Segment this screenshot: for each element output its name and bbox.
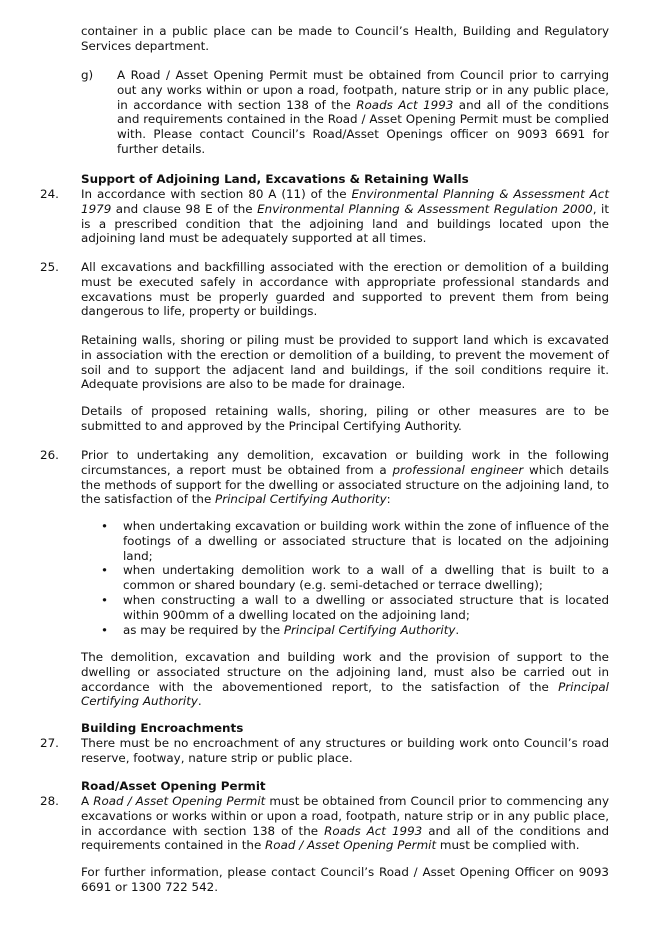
condition-26-closing: The demolition, excavation and building work and the provision of support to the dwelling or associated structure on the adjoining land, must also be carried out in accordance with the abovementioned report, to the satisfaction of the Principal Certifying Authority.	[81, 650, 609, 709]
condition-25-paragraph-2: Retaining walls, shoring or piling must be provided to support land which is excavated in association with the erection or demolition of a building, to prevent the movement of soil and to support the adjacent land and buildings, if the soil conditions require it. Adequate provisions are also to be made for drainage.	[81, 333, 609, 392]
list-item: • when undertaking excavation or building work within the zone of influence of the footings of a dwelling or associated structure that is located on the adjoining land;	[81, 519, 609, 563]
continuation-paragraph: container in a public place can be made to Council’s Health, Building and Regulatory Services department.	[81, 24, 609, 53]
condition-number-25: 25.	[40, 260, 59, 274]
condition-27-text: There must be no encroachment of any structures or building work onto Council’s road reserve, footway, nature strip or public place.	[81, 736, 609, 765]
section-heading-building-encroachments: Building Encroachments	[81, 721, 244, 735]
section-heading-road-asset-opening-permit: Road/Asset Opening Permit	[81, 779, 266, 793]
condition-28-further-information: For further information, please contact Council’s Road / Asset Opening Officer on 9093 6691 or 1300 722 542.	[81, 865, 609, 894]
condition-25-paragraph-3: Details of proposed retaining walls, shoring, piling or other measures are to be submitted to and approved by the Principal Certifying Authority.	[81, 404, 609, 433]
list-item: • when undertaking demolition work to a wall of a dwelling that is built to a common or shared boundary (e.g. semi-detached or terrace dwelling);	[81, 563, 609, 593]
condition-25-paragraph-1: All excavations and backfilling associated with the erection or demolition of a building must be executed safely in accordance with appropriate professional standards and excavations must be properly guarded and supported to prevent them from being dangerous to life, property or buildings.	[81, 260, 609, 319]
condition-26-bullet-list	[81, 519, 609, 637]
item-g-text: A Road / Asset Opening Permit must be obtained from Council prior to carrying out any works within or upon a road, footpath, nature strip or in any public place, in accordance with section 138 of the Roads Act 1993 and all of the conditions and requirements contained in the Road / Asset Opening Permit must be complied with. Please contact Council’s Road/Asset Openings officer on 9093 6691 for further details.	[117, 68, 609, 156]
condition-number-28: 28.	[40, 794, 59, 808]
list-item: • when constructing a wall to a dwelling or associated structure that is located within 900mm of a dwelling located on the adjoining land;	[81, 593, 609, 623]
condition-24-text: In accordance with section 80 A (11) of the Environmental Planning & Assessment Act 1979 and clause 98 E of the Environmental Planning & Assessment Regulation 2000, it is a prescribed condition that the adjoining land and buildings located upon the adjoining land must be adequately supported at all times.	[81, 187, 609, 246]
section-heading-adjoining-land: Support of Adjoining Land, Excavations & Retaining Walls	[81, 172, 469, 186]
list-item: • as may be required by the Principal Certifying Authority.	[81, 623, 609, 638]
condition-28-text: A Road / Asset Opening Permit must be obtained from Council prior to commencing any excavations or works within or upon a road, footpath, nature strip or in any public place, in accordance with section 138 of the Roads Act 1993 and all of the conditions and requirements contained in the Road / Asset Opening Permit must be complied with.	[81, 794, 609, 853]
item-g-label: g)	[81, 68, 94, 82]
condition-number-27: 27.	[40, 736, 59, 750]
condition-26-intro: Prior to undertaking any demolition, excavation or building work in the following circumstances, a report must be obtained from a professional engineer which details the methods of support for the dwelling or associated structure on the adjoining land, to the satisfaction of the Principal Certifying Authority:	[81, 448, 609, 507]
condition-number-24: 24.	[40, 187, 59, 201]
condition-number-26: 26.	[40, 448, 59, 462]
